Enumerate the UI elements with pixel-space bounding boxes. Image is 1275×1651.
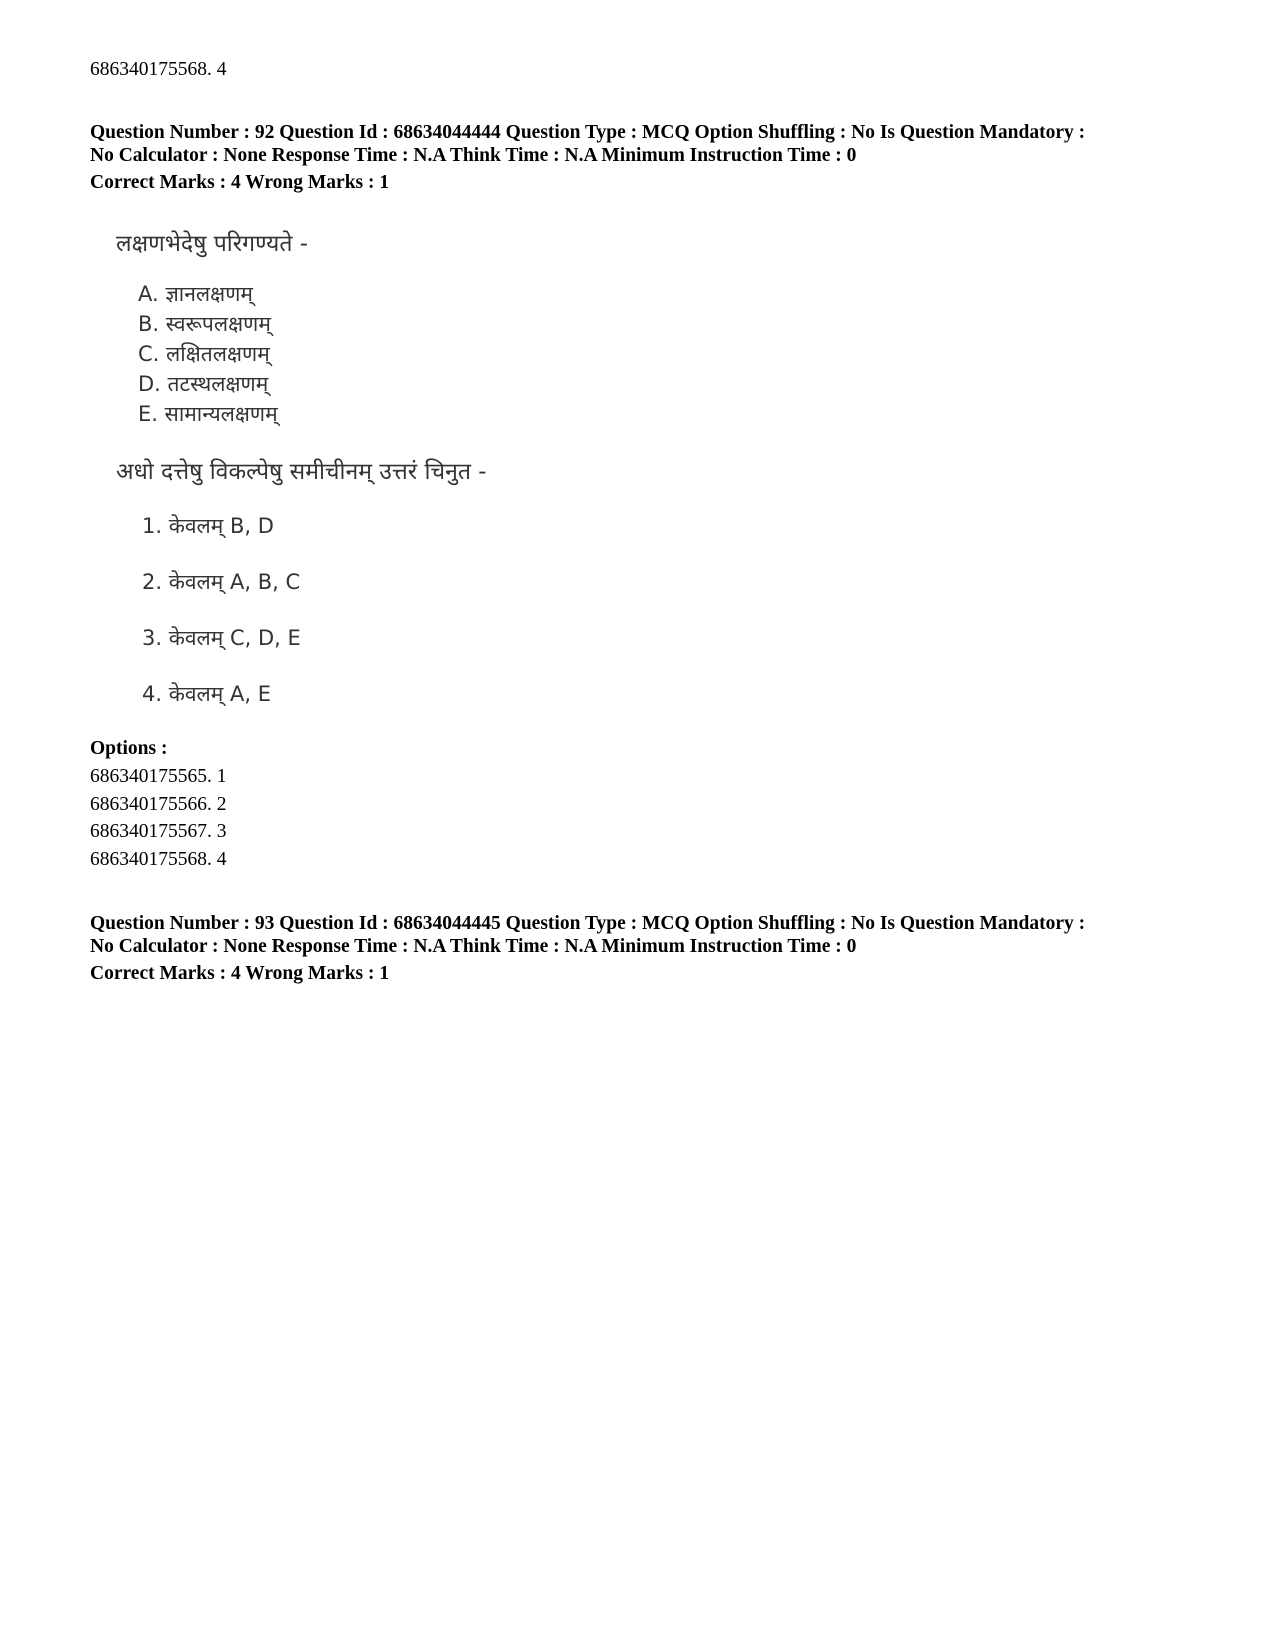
q92-statement-e: E. सामान्यलक्षणम् xyxy=(138,402,278,426)
q92-statement-c: C. लक्षितलक्षणम् xyxy=(138,342,270,366)
q92-instruction: अधो दत्तेषु विकल्पेषु समीचीनम् उत्तरं चिनुत - xyxy=(116,459,487,485)
q93-header-line-1: Question Number : 93 Question Id : 68634044445 Question Type : MCQ Option Shuffling : No Is Question Mandatory : xyxy=(90,913,1086,934)
q92-statement-d: D. तटस्थलक्षणम् xyxy=(138,372,269,396)
q92-stem: लक्षणभेदेषु परिगण्यते - xyxy=(116,231,309,257)
q92-choice-2: 2. केवलम् A, B, C xyxy=(142,570,301,594)
q92-options-label: Options : xyxy=(90,738,168,759)
q93-marks: Correct Marks : 4 Wrong Marks : 1 xyxy=(90,963,390,984)
q92-header-line-2: No Calculator : None Response Time : N.A Think Time : N.A Minimum Instruction Time : 0 xyxy=(90,145,857,166)
q92-option-3: 686340175567. 3 xyxy=(90,821,227,842)
q92-choice-4: 4. केवलम् A, E xyxy=(142,682,271,706)
q92-statement-b: B. स्वरूपलक्षणम् xyxy=(138,312,271,336)
q92-choice-1: 1. केवलम् B, D xyxy=(142,514,274,538)
q92-choice-3: 3. केवलम् C, D, E xyxy=(142,626,301,650)
previous-option-line: 686340175568. 4 xyxy=(90,59,227,80)
q92-statement-a: A. ज्ञानलक्षणम् xyxy=(138,282,253,306)
q92-option-1: 686340175565. 1 xyxy=(90,766,227,787)
q92-header-line-1: Question Number : 92 Question Id : 68634044444 Question Type : MCQ Option Shuffling : No Is Question Mandatory : xyxy=(90,122,1086,143)
q93-header-line-2: No Calculator : None Response Time : N.A Think Time : N.A Minimum Instruction Time : 0 xyxy=(90,936,857,957)
q92-option-4: 686340175568. 4 xyxy=(90,849,227,870)
q92-question-image xyxy=(112,222,532,742)
q92-option-2: 686340175566. 2 xyxy=(90,794,227,815)
q92-marks: Correct Marks : 4 Wrong Marks : 1 xyxy=(90,172,390,193)
